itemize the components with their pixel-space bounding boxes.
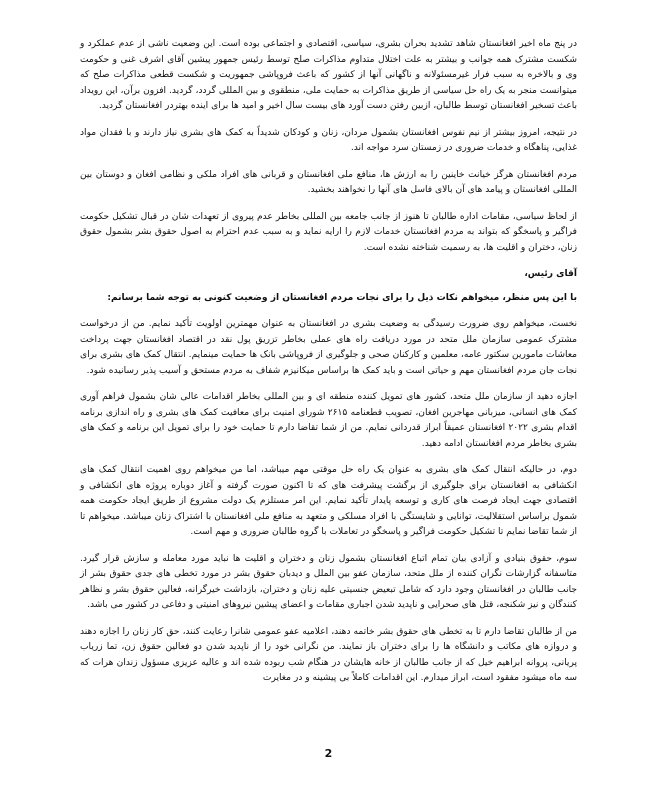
paragraph-betrayal: مردم افغانستان هرگز خیانت خاینین را به ارزش ها، منافع ملی افغانستان و قربانی های افراد ملکی و نظامی افغان و دوستان بین المللی افغانستان و پیامد های آن بالای فاسل های آنها را نخواهند بخشید. — [80, 169, 577, 195]
paragraph-second-point: دوم، در حالیکه انتقال کمک های بشری به عنوان یک راه حل موقتی مهم میباشد، اما من میخواهم روی اهمیت انتقال کمک های انکشافی به افغانستان برای جلوگیری از برگشت پیشرفت های که تا اکنون صورت گرفته و آغاز دوباره پروژه های انکشافی و اقتصادی جهت ایجاد فرصت های کاری و توسعه پایدار تأکید نمایم. این امر مستلزم یک دولت مشروع از طریق ایجاد حکومت همه شمول براساس استقلالیت، توانایی و شایستگی با افراد مسلکی و متعهد به منافع ملی افغانستان با اشتراک زنان میباشد. میخواهم تا از شما تقاضا نمایم تا تشکیل حکومت فراگیر و پاسخگو در تعاملات با گروه طالبان ضروری و مهم است. — [80, 465, 577, 537]
document-body — [80, 37, 577, 698]
lead-sentence: با این پس منظر، میخواهم نکات ذیل را برای نجات مردم افغانستان از وضعیت کنونی به توجه شما برسانم: — [107, 292, 577, 303]
paragraph-political-recognition: از لحاظ سیاسی، مقامات اداره طالبان تا هنوز از جانب جامعه بین المللی بخاطر عدم پیروی از تعهدات شان در قبال تشکیل حکومت فراگیر و پاسخگو که بتواند به مردم افغانستان خدمات لازم را ارایه نماید و به سبب عدم احترام به اصول حقوق بشر بشمول حقوق زنان، دختران و اقلیت ها، به رسمیت شناخته نشده است. — [80, 211, 577, 253]
paragraph-donor-thanks: اجازه دهید از سازمان ملل متحد، کشور های تمویل کننده منطقه ای و بین المللی بخاطر اقدامات عالی شان بشمول فراهم آوری کمک های انسانی، میزبانی مهاجرین افغان، تصویب قطعنامه ۲۶۱۵ شورای امنیت برای معافیت کمک های بشری و راه اندازی برنامه اقدام بشری ۲۰۲۲ افغانستان عمیقاً ابراز قدردانی نمایم. من از شما تقاضا دارم تا حمایت خود را برای تمویل این برنامه و کمک های بشری بخاطر مردم افغانستان ادامه دهید. — [80, 392, 577, 449]
page-number: 2 — [324, 747, 333, 760]
paragraph-demands: من از طالبان تقاضا دارم تا به تخطی های حقوق بشر خاتمه دهند، اعلامیه عفو عمومی شانرا رعایت کنند، حق کار زنان را اجازه دهند و دروازه های مکاتب و دانشگاه ها را برای دختران باز نمایند. من نگرانی خود را از ناپدید شدن دو فعالین حقوق زن، تما زریاب پریانی، پروانه ابراهیم خیل که از جانب طالبان از خانه هایشان در هنگام شب ربوده شده اند و عالیه عزیزی مسؤول زندان هرات که سه ماه میشود مفقود است، ابراز میدارم. این اقدامات کاملاً بی پیشینه و در مغایرت — [80, 626, 577, 683]
paragraph-first-point: نخست، میخواهم روی ضرورت رسیدگی به وضعیت بشری در افغانستان به عنوان مهمترین اولویت تأکید نمایم. من از درخواست مشترک عمومی سازمان ملل متحد در مورد دریافت راه های عملی بخاطر تزریق پول نقد در اقتصاد افغانستان جهت پرداخت معاشات مامورین سکتور عامه، معلمین و کارکنان صحی و جلوگیری از فروپاشی بانک ها حمایت مینمایم. انتقال کمک های بشری برای نجات جان مردم افغانستان مهم و حیاتی است و باید کمک ها براساس میکانیزم شفاف به مردم مستحق و آسیب پذیر رسانیده شود. — [80, 319, 577, 376]
paragraph-humanitarian-need: در نتیجه، امروز بیشتر از نیم نفوس افغانستان بشمول مردان، زنان و کودکان شدیداً به کمک های بشری نیاز دارند و با فقدان مواد غذایی، پناهگاه و خدمات ضروری در زمستان سرد مواجه اند. — [80, 127, 577, 153]
paragraph-third-point: سوم، حقوق بنیادی و آزادی بیان تمام اتباع افغانستان بشمول زنان و دختران و اقلیت ها نباید مورد معامله و سازش قرار گیرد. متاسفانه گزارشات نگران کننده از ملل متحد، سازمان عفو بین الملل و دیدبان حقوق بشر در مورد تخطی های جدی حقوق بشر از جانب طالبان در افغانستان وجود دارد که شامل تبعیض جنسیتی علیه زنان و دختران، بازداشت خیرگرانه، فعالین حقوق بشر و نظاهر کنندگان و نیز شکنجه، قتل های صحرایی و ناپدید شدن اجباری مقامات و اعضای پیشین نیروهای امنیتی و دفاعی در کشور می باشد. — [80, 553, 577, 610]
paragraph-crisis-overview: در پنج ماه اخیر افغانستان شاهد تشدید بحران بشری، سیاسی، اقتصادی و اجتماعی بوده است. این وضعیت ناشی از عدم عملکرد و شکست مشترک همه جوانب و بیشتر به علت اختلال متداوم مذاکرات صلح توسط رئیس جمهور پیشین آقای اشرف غنی و حکومت وی و بالاخره به سبب فرار غیرمسئولانه و ناگهانی آنها از کشور که باعث فروپاشی جمهوریت و شکست قطعی مذاکرات صلح که میتوانست منجر به یک راه حل سیاسی از طریق مذاکرات به حمایت ملی، منطقوی و بین المللی گردد، گردید. افزون برآن، این رویداد باعث تسخیر افغانستان توسط طالبان، ازبین رفتن دست آورد های بیست سال اخیر و امید ها برای اینده بهتردر افغانستان گردید. — [80, 39, 577, 111]
address-heading: آقای رئیس، — [524, 269, 577, 279]
